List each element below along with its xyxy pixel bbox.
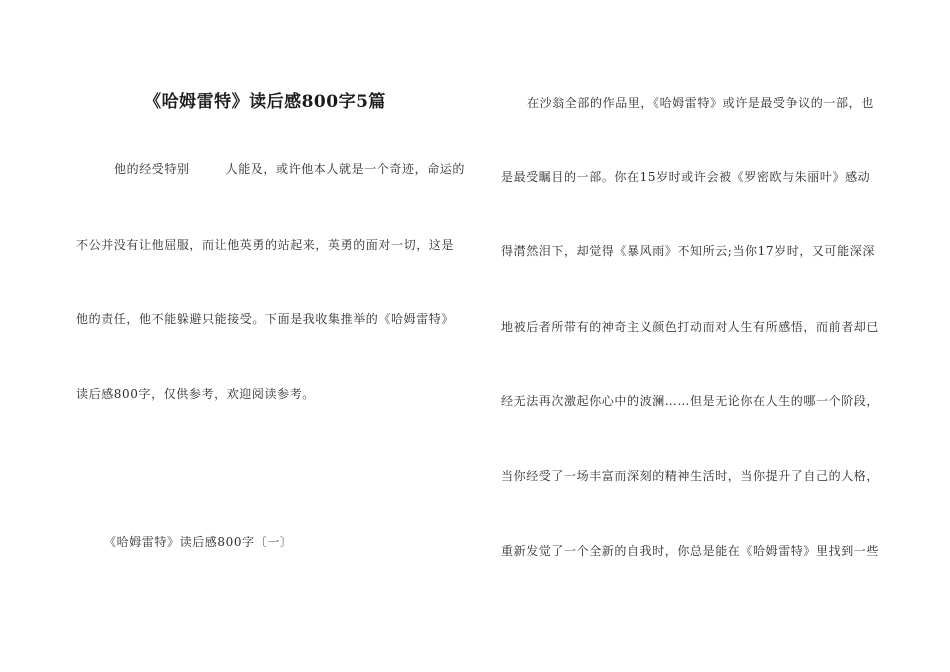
intro-line-1-part-a: 他的经受特别: [114, 162, 190, 176]
right-line-3: 得潸然泪下，却觉得《暴风雨》不知所云;当你17岁时，又可能深深: [501, 244, 875, 258]
right-line-7: 重新发觉了一个全新的自我时，你总是能在《哈姆雷特》里找到一些: [501, 544, 880, 558]
right-line-4: 地被后者所带有的神奇主义颜色打动而对人生有所感悟，而前者却已: [501, 320, 880, 334]
right-line-2: 是最受瞩目的一部。你在15岁时或许会被《罗密欧与朱丽叶》感动: [501, 170, 871, 184]
intro-line-2: 不公并没有让他屈服，而让他英勇的站起来，英勇的面对一切，这是: [76, 238, 455, 252]
right-line-5: 经无法再次激起你心中的波澜……但是无论你在人生的哪一个阶段，: [501, 394, 880, 408]
right-line-1: 在沙翁全部的作品里，《哈姆雷特》或许是最受争议的一部，也: [527, 96, 874, 110]
document-title: 《哈姆雷特》读后感800字5篇: [144, 92, 386, 112]
intro-line-3: 他的责任，他不能躲避只能接受。下面是我收集推举的《哈姆雷特》: [76, 312, 455, 326]
intro-line-4: 读后感800字，仅供参考，欢迎阅读参考。: [76, 387, 315, 401]
right-line-6: 当你经受了一场丰富而深刻的精神生活时，当你提升了自己的人格，: [501, 469, 880, 483]
intro-line-1: [114, 160, 506, 177]
intro-line-1-part-b: 人能及，或许他本人就是一个奇迹，命运的: [225, 162, 466, 176]
section-heading: 《哈姆雷特》读后感800字〔一〕: [104, 535, 293, 549]
